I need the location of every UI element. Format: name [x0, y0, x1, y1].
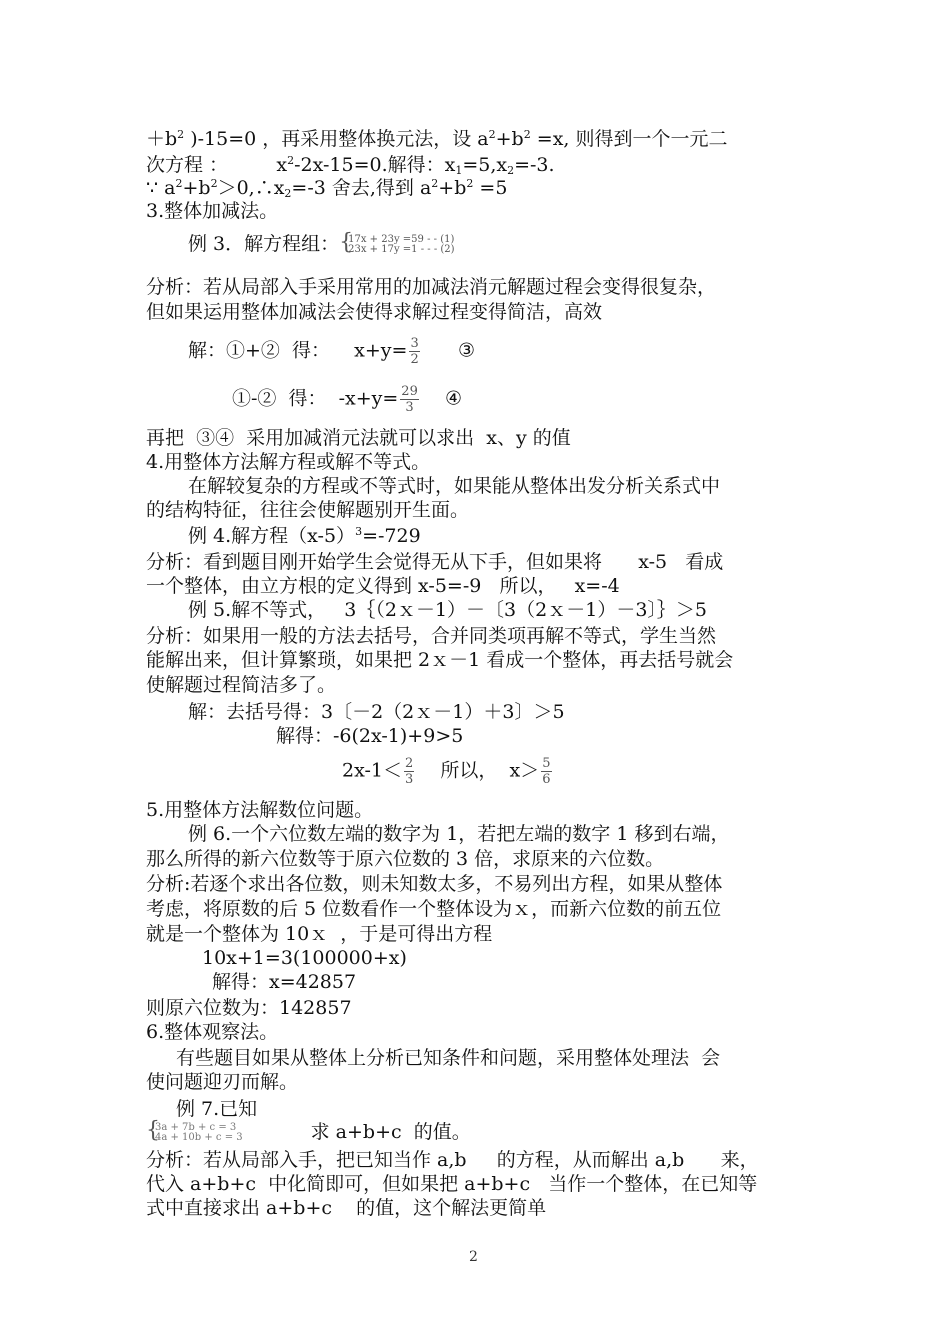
text-line: 使问题迎刃而解。: [146, 1071, 299, 1093]
text-line: 那么所得的新六位数等于原六位数的 3 倍，求原来的六位数。: [146, 848, 665, 870]
text-line: 一个整体，由立方根的定义得到 x-5=-9 所以， x=-4: [146, 575, 620, 597]
text-line: $+b^2$ )-15=0 ，再采用整体换元法，设 $a^2+b^2 =x$, 则得到一个一元二: [146, 128, 728, 150]
equation-system: [339, 235, 454, 255]
page-number: 2: [469, 1249, 478, 1265]
fraction-denominator: 2: [410, 352, 419, 367]
text-line: 解得：-6(2x-1)+9>5: [276, 725, 464, 747]
text-line: 次方程 ： $x^2-2x-15=0$.解得：$x_1=5,x_2=-3$.: [146, 154, 555, 177]
equation-line: 10x+1=3(100000+x): [202, 947, 407, 969]
step-marker: ④: [420, 387, 463, 410]
equation-line: 解得：x=42857: [212, 971, 357, 993]
section-heading: 3.整体加减法。: [146, 200, 279, 222]
solution-inequality: [342, 756, 554, 787]
fraction: [404, 756, 414, 787]
step-text: 2x-1＜: [342, 759, 402, 782]
fraction-denominator: 3: [405, 400, 414, 415]
solution-step-4: [232, 384, 462, 415]
text-line: 能解出来，但计算繁琐，如果把 2ｘ－1 看成一个整体，再去括号就会: [146, 649, 734, 671]
section-heading: 4.用整体方法解方程或解不等式。: [146, 451, 431, 473]
fraction: [541, 756, 551, 787]
equation-2: 23x + 17y =1 - - - (2): [348, 244, 455, 255]
example-4-line: 例 4.解方程$(x-5)^3=-729$: [188, 525, 421, 547]
equation-system: [146, 1123, 243, 1143]
solution-step-3: [188, 336, 475, 367]
step-text: 解：①+② 得： x+y=: [188, 339, 408, 362]
equation-1: { 3a + 7b + c = 3: [155, 1122, 237, 1133]
equation-2: 4a + 10b + c = 3: [155, 1132, 243, 1143]
fraction-numerator: 2: [404, 756, 414, 771]
step-text: 所以， x＞: [416, 759, 540, 782]
example-3-line: [188, 232, 455, 256]
text-line: 式中直接求出 a+b+c 的值，这个解法更简单: [146, 1197, 547, 1219]
text-line: 考虑，将原数的后 5 位数看作一个整体设为ｘ，而新六位数的前五位: [146, 898, 722, 920]
text-line: 使解题过程简洁多了。: [146, 674, 337, 696]
fraction-numerator: 29: [401, 384, 418, 399]
text-line: 在解较复杂的方程或不等式时，如果能从整体出发分析关系式中: [188, 475, 721, 497]
section-heading: 5.用整体方法解数位问题。: [146, 799, 374, 821]
section-heading: 6.整体观察法。: [146, 1021, 279, 1043]
text-line: 但如果运用整体加减法会使得求解过程变得简洁，高效: [146, 301, 603, 323]
text-line: 就是一个整体为 10ｘ ，于是可得出方程: [146, 923, 493, 945]
question-text: 求 a+b+c 的值。: [310, 1121, 471, 1143]
fraction: [400, 384, 419, 415]
example-3-prefix: 例 3．解方程组：: [188, 233, 340, 255]
text-line: 代入 a+b+c 中化简即可，但如果把 a+b+c 当作一个整体，在已知等: [146, 1173, 758, 1195]
fraction-numerator: 5: [542, 756, 551, 771]
fraction-denominator: 6: [542, 772, 551, 787]
text-line: 分析:若逐个求出各位数，则未知数太多，不易列出方程，如果从整体: [146, 873, 723, 895]
text-line: 分析：若从局部入手，把已知当作 a,b 的方程，从而解出 a,b 来，: [146, 1149, 759, 1171]
text-line: 再把 ③④ 采用加减消元法就可以求出 x、y 的值: [146, 427, 571, 449]
text-line: 分析：若从局部入手采用常用的加减法消元解题过程会变得很复杂，: [146, 276, 717, 298]
step-marker: ③: [421, 339, 476, 362]
fraction-denominator: 3: [404, 772, 414, 787]
text-line: 则原六位数为：142857: [146, 997, 352, 1019]
example-5-line: 例 5.解不等式， 3｛（2ｘ－1）－〔3（2ｘ－1）－3〕｝＞5: [188, 599, 707, 621]
equation-1: { 17x + 23y =59 - - (1): [348, 234, 455, 245]
fraction: [409, 336, 419, 367]
step-text: ①-② 得： -x+y=: [232, 387, 399, 410]
text-line: 解：去括号得：3〔－2（2ｘ－1）＋3〕＞5: [188, 701, 565, 723]
fraction-numerator: 3: [410, 336, 419, 351]
text-line: 的结构特征，往往会使解题别开生面。: [146, 499, 470, 521]
text-line: 分析：看到题目刚开始学生会觉得无从下手，但如果将 x-5 看成: [146, 551, 724, 573]
text-line: 有些题目如果从整体上分析已知条件和问题，采用整体处理法 会: [176, 1047, 721, 1069]
text-line: ∵ $a^2+b^2>0,\therefore x_2=-3$ 舍去,得到 $a^2+b^2 =5$: [146, 177, 508, 200]
text-line: 分析：如果用一般的方法去括号，合并同类项再解不等式，学生当然: [146, 625, 717, 647]
example-7-line: 例 7.已知: [176, 1098, 258, 1120]
example-7-system-line: [146, 1120, 471, 1144]
example-6-line: 例 6.一个六位数左端的数字为 1，若把左端的数字 1 移到右端，: [188, 823, 730, 845]
